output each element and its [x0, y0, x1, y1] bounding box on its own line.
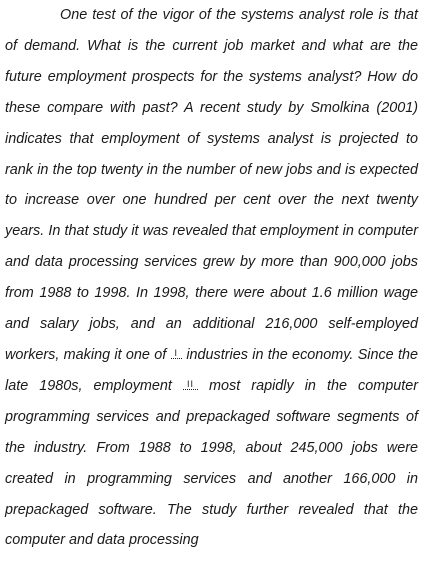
passage-paragraph [5, 0, 418, 556]
passage-text-segment-1: One test of the vigor of the systems analyst role is that of demand. What is the current job market and what are the future employment prospects for the systems analyst? How do these compare with past? A recent study by Smolkina (2001) indicates that employment of systems analyst is projected to rank in the top twenty in the number of new jobs and is expected to increase over one hundred per cent over the next twenty years. In that study it was revealed that employment in computer and data processing services grew by more than 900,000 jobs from 1988 to 1998. In 1998, there were about 1.6 million wage and salary jobs, and an additional 216,000 self-employed workers, making it one of [5, 7, 418, 363]
blank-marker-1: I [171, 349, 183, 359]
passage-text-segment-3: most rapidly in the computer programming services and prepackaged software segments of the industry. From 1988 to 1998, about 245,000 jobs were created in programming services and another 166,000 in prepackaged software. The study further revealed that the computer and data processing [5, 377, 419, 549]
blank-marker-2: II [183, 380, 198, 390]
passage-text-segment-2: industries in the economy. Since the late 1980s, employment [5, 346, 419, 394]
